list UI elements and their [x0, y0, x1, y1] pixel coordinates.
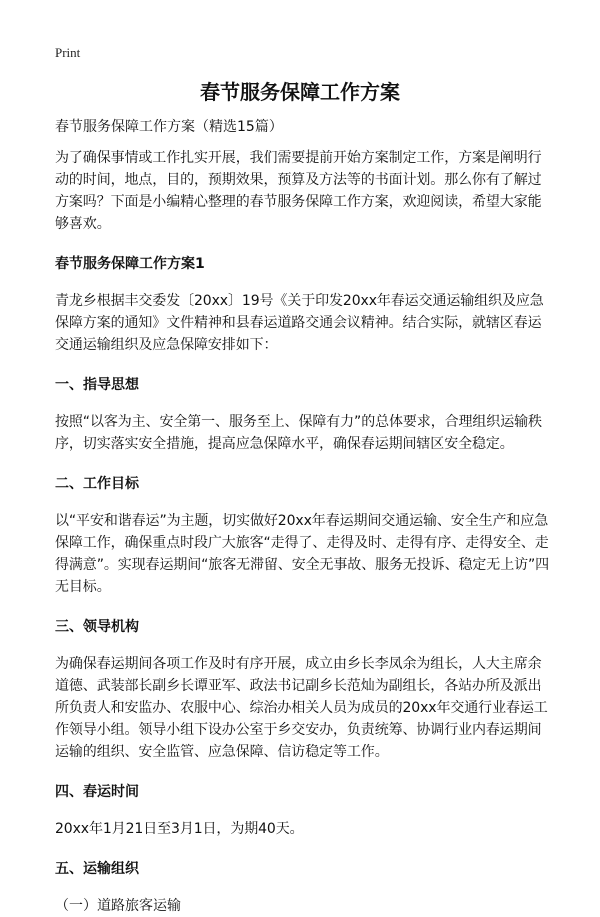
section-heading-guiding-ideology: 一、指导思想 — [55, 377, 139, 393]
section-heading-work-goals: 二、工作目标 — [55, 476, 139, 492]
section-text-leadership: 为确保春运期间各项工作及时有序开展，成立由乡长李凤余为组长，人大主席余道德、武装部长副乡长谭亚军、政法书记副乡长范灿为副组长，各站办所及派出所负责人和安监办、农服中心、综治办相关人员为成员的20xx年交通行业春运工作领导小组。领导小组下设办公室于乡交安办，负责统筹、协调行业内春运期间运输的组织、安全监管、应急保障、信访稳定等工作。 — [55, 656, 548, 760]
print-link[interactable]: Print — [55, 45, 81, 60]
section-text-spring-transport-period: 20xx年1月21日至3月1日，为期40天。 — [55, 821, 304, 837]
plan1-heading: 春节服务保障工作方案1 — [55, 256, 205, 272]
section-heading-transport-organization: 五、运输组织 — [55, 861, 139, 877]
section-text-guiding-ideology: 按照“以客为主、安全第一、服务至上、保障有力”的总体要求，合理组织运输秩序，切实落实安全措施，提高应急保障水平，确保春运期间辖区安全稳定。 — [55, 414, 542, 452]
section-heading-leadership: 三、领导机构 — [55, 619, 139, 635]
plan1-intro-paragraph: 青龙乡根据丰交委发〔20xx〕19号《关于印发20xx年春运交通运输组织及应急保障方案的通知》文件精神和县春运道路交通会议精神。结合实际，就辖区春运交通运输组织及应急保障安排如下： — [55, 293, 544, 353]
document-subtitle: 春节服务保障工作方案（精选15篇） — [55, 119, 283, 135]
document-body — [55, 116, 555, 917]
section-heading-spring-transport-period: 四、春运时间 — [55, 784, 139, 800]
intro-paragraph: 为了确保事情或工作扎实开展，我们需要提前开始方案制定工作，方案是阐明行动的时间，地点，目的，预期效果，预算及方法等的书面计划。那么你有了解过方案吗？下面是小编精心整理的春节服务保障工作方案，欢迎阅读，希望大家能够喜欢。 — [55, 150, 542, 232]
section-text-work-goals: 以“平安和谐春运”为主题，切实做好20xx年春运期间交通运输、安全生产和应急保障工作，确保重点时段广大旅客“走得了、走得及时、走得有序、走得安全、走得满意”。实现春运期间“旅客无滞留、安全无事故、服务无投诉、稳定无上访”四无目标。 — [55, 513, 550, 595]
page-title: 春节服务保障工作方案 — [200, 80, 400, 104]
list-item-road-passenger-transport: （一）道路旅客运输 — [55, 898, 181, 914]
